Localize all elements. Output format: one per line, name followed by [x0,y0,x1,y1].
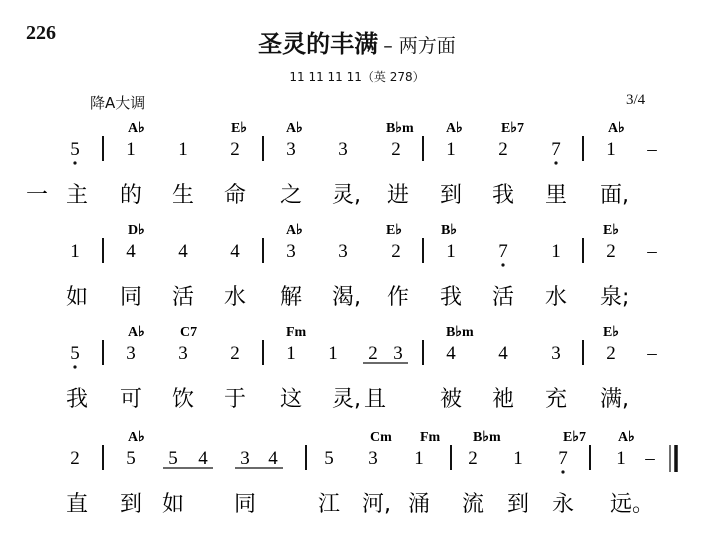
lyric-char: 流 [462,492,485,517]
note: – [647,343,657,364]
chord-symbol: E♭7 [563,430,586,445]
lyric-char: 我 [66,387,89,412]
note: 1 [616,448,626,469]
lyric-char: 泉; [600,285,630,310]
system-4 [66,430,676,517]
lyric-char: 之 [280,183,303,208]
lyric-char: 命 [224,183,247,208]
chord-symbol: D♭ [128,223,145,238]
lyric-char: 解 [280,285,303,310]
system-1 [26,121,657,208]
note: 1 [446,241,456,262]
chord-symbol: B♭m [473,430,501,445]
chord-symbol: A♭ [618,430,635,445]
note: – [647,139,657,160]
note: 1 [551,241,561,262]
lyric-char: 且 [364,387,387,412]
note: 2 [368,343,378,364]
lyric-char: 江 [318,492,341,517]
note: – [647,241,657,262]
lyric-char: 满, [600,387,629,412]
note: 1 [606,139,616,160]
note: 4 [178,241,188,262]
note: 2 [391,139,401,160]
lyric-char: 可 [120,387,143,412]
chord-symbol: Cm [370,430,392,445]
lyric-char: 一 [26,183,49,208]
chord-symbol: B♭ [441,223,457,238]
note: 5 [70,343,80,364]
note: 1 [178,139,188,160]
note: 1 [414,448,424,469]
chord-symbol: B♭m [386,121,414,136]
lyric-char: 我 [440,285,463,310]
note: 5 [70,139,80,160]
key-signature: 降A大调 [90,94,146,112]
note: 3 [338,139,348,160]
note: 4 [498,343,508,364]
note: 5 [126,448,136,469]
lyric-char: 如 [162,492,185,517]
chord-symbol: A♭ [286,223,303,238]
octave-dot [501,263,504,266]
lyric-char: 这 [280,387,303,412]
note: 1 [286,343,296,364]
chord-symbol: A♭ [128,325,145,340]
lyric-char: 灵, [332,387,361,412]
lyric-char: 于 [224,387,247,412]
lyric-char: 活 [172,285,195,310]
note: 1 [446,139,456,160]
lyric-char: 进 [387,183,410,208]
note: 2 [606,343,616,364]
system-3 [66,325,657,412]
lyric-char: 作 [387,285,410,310]
note: 7 [558,448,568,469]
note: 3 [178,343,188,364]
octave-dot [561,470,564,473]
note: 3 [368,448,378,469]
lyric-char: 到 [507,492,530,517]
lyric-char: 远。 [610,492,655,517]
chord-symbol: C7 [180,325,198,340]
lyric-char: 如 [66,285,89,310]
note: 3 [240,448,250,469]
page-title: 圣灵的丰满 [258,30,379,58]
chord-symbol: E♭ [231,121,247,136]
lyric-char: 活 [492,285,515,310]
note: 7 [551,139,561,160]
note: 3 [286,241,296,262]
time-signature: 3/4 [626,92,646,108]
lyric-char: 渴, [332,285,361,310]
note: 1 [328,343,338,364]
octave-dot [73,161,76,164]
lyric-char: 永 [552,492,575,517]
octave-dot [554,161,557,164]
chord-symbol: A♭ [286,121,303,136]
lyric-char: 生 [172,183,195,208]
note: 5 [168,448,178,469]
chord-symbol: E♭ [603,223,619,238]
chord-symbol: E♭ [386,223,402,238]
chord-symbol: Fm [420,430,441,445]
note: 3 [393,343,403,364]
chord-symbol: A♭ [128,430,145,445]
lyric-char: 到 [440,183,463,208]
chord-symbol: B♭m [446,325,474,340]
lyric-char: 饮 [172,387,195,412]
page-subtitle: – 两方面 [383,35,456,57]
lyric-char: 到 [120,492,143,517]
lyric-char: 涌 [408,492,431,517]
lyric-char: 里 [545,183,568,208]
note: 1 [126,139,136,160]
hymn-number: 226 [26,22,56,44]
note: 1 [513,448,523,469]
lyric-char: 被 [440,387,463,412]
note: 2 [70,448,80,469]
system-2 [66,223,657,310]
lyric-char: 主 [66,183,89,208]
lyric-char: 面, [600,183,629,208]
lyric-char: 同 [120,285,143,310]
note: 2 [391,241,401,262]
lyric-char: 水 [545,285,568,310]
lyric-char: 直 [66,492,89,517]
note: 4 [126,241,136,262]
note: 4 [230,241,240,262]
note: 2 [230,139,240,160]
lyric-char: 我 [492,183,515,208]
lyric-char: 充 [545,387,568,412]
lyric-char: 河, [362,492,391,517]
lyric-char: 祂 [492,387,515,412]
note: 2 [468,448,478,469]
note: 2 [498,139,508,160]
note: 3 [126,343,136,364]
lyric-char: 水 [224,285,247,310]
lyric-char: 灵, [332,183,361,208]
note: 5 [324,448,334,469]
note: 2 [606,241,616,262]
octave-dot [73,365,76,368]
note: 3 [338,241,348,262]
note: 1 [70,241,80,262]
note: 2 [230,343,240,364]
lyric-char: 的 [120,183,143,208]
chord-symbol: A♭ [446,121,463,136]
note: 4 [446,343,456,364]
note: – [645,448,655,469]
chord-symbol: E♭7 [501,121,524,136]
chord-symbol: Fm [286,325,307,340]
chord-symbol: A♭ [608,121,625,136]
note: 3 [551,343,561,364]
chord-symbol: E♭ [603,325,619,340]
chord-symbol: A♭ [128,121,145,136]
lyric-char: 同 [234,492,257,517]
note: 3 [286,139,296,160]
note: 4 [198,448,208,469]
note: 4 [268,448,278,469]
meter-label: 11 11 11 11（英 278） [289,70,425,84]
note: 7 [498,241,508,262]
